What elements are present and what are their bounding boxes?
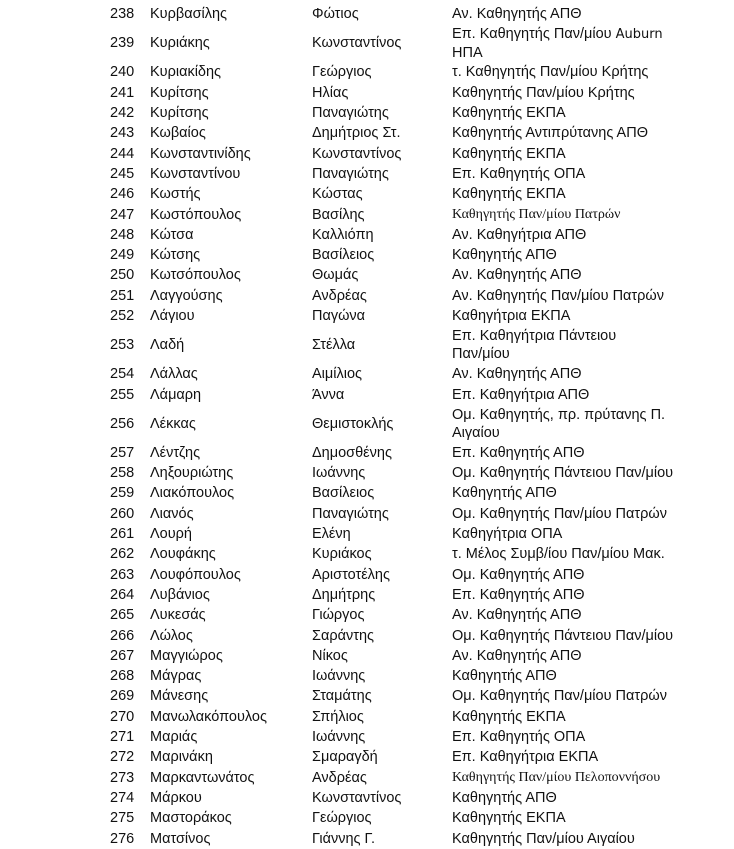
table-row (108, 143, 692, 163)
position-line-1: Επ. Καθηγήτρια Πάντειου (452, 328, 617, 345)
table-row (108, 265, 692, 285)
table-row (108, 747, 692, 767)
last-name: Κυρίτσης (150, 105, 209, 122)
last-name: Κωστής (150, 186, 201, 203)
position: Καθηγητής ΕΚΠΑ (452, 186, 566, 203)
table-row (108, 405, 692, 443)
row-number: 273 (110, 769, 135, 786)
position-line-2: Παν/μίου (452, 346, 510, 363)
first-name: Γεώργιος (312, 64, 372, 81)
first-name: Καλλιόπη (312, 226, 374, 243)
table-row (108, 483, 692, 503)
table-row (108, 443, 692, 463)
first-name: Ιωάννης (312, 668, 366, 685)
position: Αν. Καθηγητής ΑΠΘ (452, 267, 582, 284)
table-row (108, 306, 692, 326)
position: Ομ. Καθηγητής ΑΠΘ (452, 566, 585, 583)
first-name: Κωνσταντίνος (312, 145, 402, 162)
position: Καθηγήτρια ΟΠΑ (452, 526, 563, 543)
position-line-1-suffix: Auburn (615, 26, 663, 42)
table-row (108, 808, 692, 828)
row-number: 246 (110, 186, 135, 203)
row-number: 258 (110, 465, 135, 482)
first-name: Αριστοτέλης (312, 566, 390, 583)
last-name: Μαρκαντωνάτος (150, 769, 255, 786)
last-name: Λώλος (150, 627, 193, 644)
last-name: Κωνσταντίνου (150, 165, 241, 182)
row-number: 244 (110, 145, 135, 162)
table-row (108, 463, 692, 483)
last-name: Λάγιου (150, 308, 195, 324)
row-number: 252 (110, 308, 135, 324)
last-name: Μάρκου (150, 789, 202, 806)
table-row (108, 504, 692, 524)
first-name: Ιωάννης (312, 465, 366, 482)
position: Καθηγητής ΑΠΘ (452, 247, 557, 264)
position: Αν. Καθηγητής Παν/μίου Πατρών (452, 287, 664, 304)
row-number: 276 (110, 830, 135, 847)
last-name: Μαγγιώρος (150, 647, 223, 664)
position: Καθηγητής ΕΚΠΑ (452, 708, 566, 725)
position: Επ. Καθηγητής ΟΠΑ (452, 165, 586, 182)
signatories-table (108, 4, 692, 849)
last-name: Λάλλας (150, 366, 198, 383)
first-name: Νίκος (312, 647, 348, 664)
table-row (108, 326, 692, 364)
last-name: Κωτσόπουλος (150, 267, 241, 284)
row-number: 274 (110, 789, 135, 806)
table-row (108, 62, 692, 82)
position: τ. Καθηγητής Παν/μίου Κρήτης (452, 64, 649, 81)
row-number: 239 (110, 35, 135, 52)
table-row (108, 364, 692, 384)
first-name: Βασίλειος (312, 485, 375, 502)
last-name: Λέντζης (150, 444, 201, 461)
table-row (108, 544, 692, 564)
position: Ομ. Καθηγητής Παν/μίου Πατρών (452, 688, 667, 705)
last-name: Κυριακίδης (150, 64, 222, 81)
last-name: Μάνεσης (150, 688, 209, 705)
table-row (108, 164, 692, 184)
table-row (108, 666, 692, 686)
table-row (108, 585, 692, 605)
first-name: Θεμιστοκλής (312, 415, 394, 432)
row-number: 254 (110, 366, 135, 383)
first-name: Ανδρέας (312, 287, 367, 304)
position: Επ. Καθηγήτρια ΑΠΘ (452, 386, 590, 403)
position: Επ. Καθηγητής ΑΠΘ (452, 444, 585, 461)
row-number: 245 (110, 165, 135, 182)
last-name: Λάμαρη (150, 386, 202, 403)
first-name: Σαράντης (312, 627, 375, 644)
last-name: Ληξουριώτης (150, 465, 234, 482)
row-number: 272 (110, 749, 135, 766)
row-number: 243 (110, 125, 135, 142)
position-line-2: Αιγαίου (452, 424, 500, 441)
last-name: Κώτσης (150, 247, 201, 264)
last-name: Λυβάνιος (150, 586, 210, 603)
first-name: Φώτιος (312, 6, 359, 23)
position: Καθηγητής ΕΚΠΑ (452, 145, 566, 162)
last-name: Λέκκας (150, 415, 196, 432)
row-number: 249 (110, 247, 135, 264)
position: Αν. Καθηγητής ΑΠΘ (452, 647, 582, 664)
last-name: Λαδή (150, 337, 185, 354)
last-name: Μαρινάκη (150, 749, 213, 766)
table-row (108, 4, 692, 24)
position-line-2: ΗΠΑ (452, 44, 483, 61)
first-name: Κώστας (312, 186, 363, 203)
position: Αν. Καθηγητής ΑΠΘ (452, 366, 582, 383)
table-row (108, 103, 692, 123)
row-number: 267 (110, 647, 135, 664)
row-number: 256 (110, 415, 135, 432)
first-name: Δημήτριος Στ. (312, 125, 401, 142)
first-name: Παγώνα (312, 308, 366, 324)
position-line-1: Επ. Καθηγητής Παν/μίου (452, 25, 612, 42)
first-name: Ιωάννης (312, 729, 366, 746)
last-name: Μαριάς (150, 729, 198, 746)
row-number: 253 (110, 337, 135, 354)
row-number: 240 (110, 64, 135, 81)
first-name: Παναγιώτης (312, 165, 389, 182)
position (452, 24, 692, 62)
position: Επ. Καθηγήτρια ΕΚΠΑ (452, 749, 599, 766)
first-name: Σπήλιος (312, 708, 364, 725)
table-row (108, 123, 692, 143)
first-name: Ανδρέας (312, 769, 367, 786)
first-name: Δημήτρης (312, 586, 376, 603)
table-row (108, 727, 692, 747)
table-row (108, 184, 692, 204)
position: Καθηγητής ΑΠΘ (452, 668, 557, 685)
table-row (108, 24, 692, 62)
table-row (108, 788, 692, 808)
first-name: Παναγιώτης (312, 505, 389, 522)
table-row (108, 565, 692, 585)
first-name: Παναγιώτης (312, 105, 389, 122)
first-name: Βασίλης (312, 206, 365, 223)
first-name: Βασίλειος (312, 247, 375, 264)
table-row (108, 225, 692, 245)
table-row (108, 707, 692, 727)
last-name: Λουρή (150, 526, 192, 543)
position: Ομ. Καθηγητής Παν/μίου Πατρών (452, 505, 667, 522)
last-name: Ματσίνος (150, 830, 211, 847)
row-number: 248 (110, 226, 135, 243)
table-row (108, 384, 692, 404)
position: Καθηγητής Παν/μίου Πελοποννήσου (452, 769, 661, 785)
row-number: 251 (110, 287, 135, 304)
first-name: Σμαραγδή (312, 749, 378, 766)
last-name: Λαγγούσης (150, 287, 223, 304)
position: Καθηγητής ΕΚΠΑ (452, 105, 566, 122)
first-name: Στέλλα (312, 337, 356, 354)
position: Επ. Καθηγητής ΟΠΑ (452, 729, 586, 746)
table-row (108, 768, 692, 788)
table-row (108, 686, 692, 706)
row-number: 247 (110, 206, 135, 223)
last-name: Λουφόπουλος (150, 566, 241, 583)
first-name: Ηλίας (312, 84, 349, 101)
row-number: 266 (110, 627, 135, 644)
position: Καθηγητής Παν/μίου Πατρών (452, 206, 621, 222)
table-row (108, 524, 692, 544)
last-name: Κώτσα (150, 226, 194, 243)
row-number: 275 (110, 810, 135, 827)
position: Αν. Καθηγητής ΑΠΘ (452, 607, 582, 624)
position: Καθηγητής ΑΠΘ (452, 485, 557, 502)
row-number: 268 (110, 668, 135, 685)
last-name: Λιακόπουλος (150, 485, 235, 502)
table-row (108, 286, 692, 306)
row-number: 238 (110, 6, 135, 23)
first-name: Κυριάκος (312, 546, 372, 563)
first-name: Γιώργος (312, 607, 365, 624)
position (452, 326, 692, 364)
row-number: 259 (110, 485, 135, 502)
last-name: Μαστοράκος (150, 810, 232, 827)
position: Επ. Καθηγητής ΑΠΘ (452, 586, 585, 603)
first-name: Γιάννης Γ. (312, 830, 375, 847)
row-number: 270 (110, 708, 135, 725)
first-name: Αιμίλιος (312, 366, 362, 383)
table-row (108, 245, 692, 265)
row-number: 257 (110, 444, 135, 461)
row-number: 263 (110, 566, 135, 583)
row-number: 265 (110, 607, 135, 624)
position: Καθηγητής ΕΚΠΑ (452, 810, 566, 827)
position: Καθηγητής Παν/μίου Κρήτης (452, 84, 635, 101)
last-name: Κωνσταντινίδης (150, 145, 251, 162)
last-name: Κυρίτσης (150, 84, 209, 101)
position: Καθηγητής Παν/μίου Αιγαίου (452, 830, 635, 847)
first-name: Σταμάτης (312, 688, 372, 705)
first-name: Γεώργιος (312, 810, 372, 827)
position: Αν. Καθηγητής ΑΠΘ (452, 6, 582, 23)
row-number: 242 (110, 105, 135, 122)
first-name: Κωνσταντίνος (312, 35, 402, 52)
row-number: 241 (110, 84, 135, 101)
row-number: 269 (110, 688, 135, 705)
last-name: Λουφάκης (150, 546, 216, 563)
last-name: Κυριάκης (150, 35, 210, 52)
position: Καθηγήτρια ΕΚΠΑ (452, 308, 571, 324)
position: Καθηγητής ΑΠΘ (452, 789, 557, 806)
last-name: Κωστόπουλος (150, 206, 242, 223)
row-number: 271 (110, 729, 135, 746)
last-name: Κυρβασίλης (150, 6, 228, 23)
table-row (108, 204, 692, 224)
row-number: 255 (110, 386, 135, 403)
table-row (108, 83, 692, 103)
row-number: 264 (110, 586, 135, 603)
first-name: Άννα (312, 386, 345, 403)
position: Ομ. Καθηγητής Πάντειου Παν/μίου (452, 465, 674, 482)
first-name: Κωνσταντίνος (312, 789, 402, 806)
row-number: 261 (110, 526, 135, 543)
last-name: Μανωλακόπουλος (150, 708, 267, 725)
first-name: Ελένη (312, 526, 351, 543)
position: Ομ. Καθηγητής Πάντειου Παν/μίου (452, 627, 674, 644)
position-line-1: Ομ. Καθηγητής, πρ. πρύτανης Π. (452, 406, 666, 423)
last-name: Λιανός (150, 505, 194, 522)
position (452, 405, 692, 443)
row-number: 260 (110, 505, 135, 522)
table-row (108, 646, 692, 666)
first-name: Δημοσθένης (312, 444, 392, 461)
last-name: Κωβαίος (150, 125, 206, 142)
table-row (108, 605, 692, 625)
position: Καθηγητής Αντιπρύτανης ΑΠΘ (452, 125, 648, 142)
position: τ. Μέλος Συμβ/ίου Παν/μίου Μακ. (452, 546, 665, 563)
first-name: Θωμάς (312, 267, 359, 284)
last-name: Λυκεσάς (150, 607, 206, 624)
row-number: 250 (110, 267, 135, 284)
position: Αν. Καθηγήτρια ΑΠΘ (452, 226, 587, 243)
row-number: 262 (110, 546, 135, 563)
table-row (108, 625, 692, 645)
last-name: Μάγρας (150, 668, 202, 685)
